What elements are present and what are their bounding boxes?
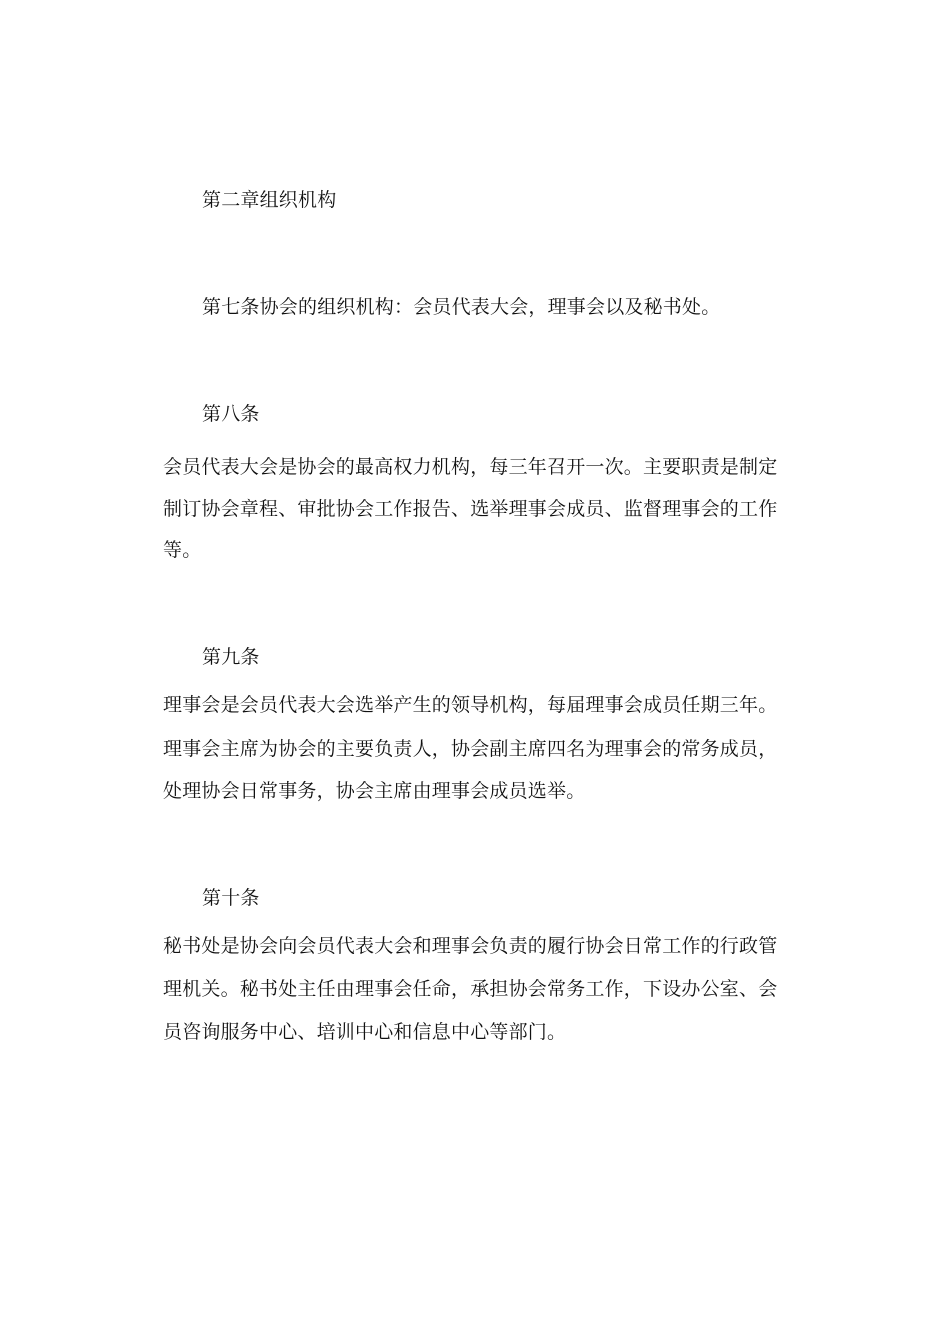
article-10-line: 员咨询服务中心、培训中心和信息中心等部门。 [163, 1021, 567, 1043]
article-9-line: 理事会主席为协会的主要负责人，协会副主席四名为理事会的常务成员， [163, 738, 778, 760]
article-8-line: 会员代表大会是协会的最高权力机构，每三年召开一次。主要职责是制定 [163, 456, 778, 478]
article-9-line: 理事会是会员代表大会选举产生的领导机构，每届理事会成员任期三年。 [163, 694, 778, 716]
article-10-heading: 第十条 [202, 887, 260, 909]
article-8-heading: 第八条 [202, 403, 260, 425]
article-9-heading: 第九条 [202, 646, 260, 668]
article-8-line: 制订协会章程、审批协会工作报告、选举理事会成员、监督理事会的工作 [163, 498, 778, 520]
chapter-title: 第二章组织机构 [202, 189, 337, 211]
article-10-line: 秘书处是协会向会员代表大会和理事会负责的履行协会日常工作的行政管 [163, 935, 778, 957]
article-7-text: 第七条协会的组织机构：会员代表大会，理事会以及秘书处。 [202, 296, 721, 318]
article-10-line: 理机关。秘书处主任由理事会任命，承担协会常务工作，下设办公室、会 [163, 978, 778, 1000]
article-9-line: 处理协会日常事务，协会主席由理事会成员选举。 [163, 780, 586, 802]
article-8-line: 等。 [163, 539, 202, 561]
